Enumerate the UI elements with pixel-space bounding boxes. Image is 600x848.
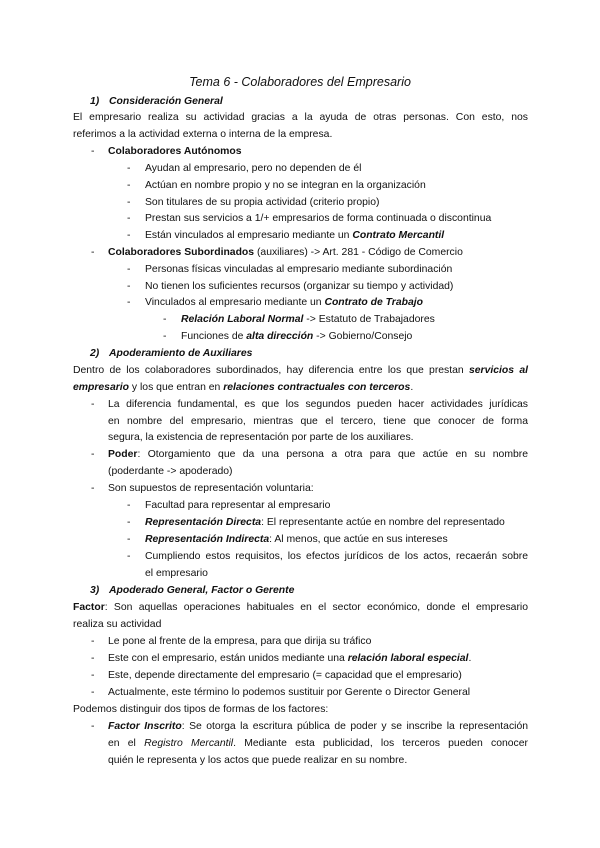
bullet-dash: -	[91, 721, 95, 732]
bullet-dash: -	[127, 264, 131, 275]
list-item-line: (poderdante -> apoderado)	[108, 466, 233, 477]
section-number: 3)	[90, 585, 100, 596]
bullet-dash: -	[91, 687, 95, 698]
paragraph-line: Factor: Son aquellas operaciones habituales en el sector económico, donde el empresario	[73, 602, 528, 613]
list-item: Actúan en nombre propio y no se integran en la organización	[145, 180, 426, 191]
section-number: 2)	[90, 348, 100, 359]
section-number: 1)	[90, 96, 100, 107]
list-item-line: Factor Inscrito: Se otorga la escritura pública de poder y se inscribe la representación	[108, 721, 529, 732]
list-item: Están vinculados al empresario mediante un Contrato Mercantil	[145, 230, 445, 241]
bullet-dash: -	[127, 163, 131, 174]
list-item-line: Poder: Otorgamiento que da una persona a otra para que actúe en su nombre	[108, 449, 528, 460]
bullet-dash: -	[91, 483, 95, 494]
nested-list-item: Funciones de alta dirección -> Gobierno/Consejo	[181, 331, 413, 342]
list-heading-autonomos: Colaboradores Autónomos	[108, 146, 242, 157]
list-item: Actualmente, este término lo podemos sustituir por Gerente o Director General	[108, 687, 471, 698]
list-item: Ayudan al empresario, pero no dependen de él	[145, 163, 362, 174]
bullet-dash: -	[127, 297, 131, 308]
list-item-line: en el Registro Mercantil. Mediante esta publicidad, los terceros pueden conocer	[108, 738, 528, 749]
list-item: Prestan sus servicios a 1/+ empresarios de forma continuada o discontinua	[145, 213, 492, 224]
list-heading: Son supuestos de representación voluntaria:	[108, 483, 314, 494]
bullet-dash: -	[127, 197, 131, 208]
nested-list-item: Relación Laboral Normal -> Estatuto de Trabajadores	[181, 314, 435, 325]
section-2-heading	[90, 347, 252, 361]
bullet-dash: -	[127, 551, 131, 562]
list-heading-subordinados: Colaboradores Subordinados (auxiliares) -> Art. 281 - Código de Comercio	[108, 247, 463, 258]
paragraph-line: empresario y los que entran en relaciones contractuales con terceros.	[73, 382, 414, 393]
list-item: Facultad para representar al empresario	[145, 500, 331, 511]
bullet-dash: -	[91, 449, 95, 460]
section-3-heading	[90, 584, 294, 598]
list-item: Personas físicas vinculadas al empresario mediante subordinación	[145, 264, 453, 275]
bullet-dash: -	[163, 314, 167, 325]
list-item-line: el empresario	[145, 568, 208, 579]
section-1-heading	[90, 95, 223, 109]
list-item-line: segura, la existencia de representación por parte de los auxiliares.	[108, 432, 414, 443]
emphasis: Contrato Mercantil	[352, 230, 445, 241]
paragraph-line: realiza su actividad	[73, 619, 162, 630]
paragraph-line: Dentro de los colaboradores subordinados, hay diferencia entre los que prestan servicios al	[73, 365, 528, 376]
bullet-dash: -	[127, 517, 131, 528]
paragraph-line: Podemos distinguir dos tipos de formas de los factores:	[73, 704, 329, 715]
list-item-line: Cumpliendo estos requisitos, los efectos jurídicos de los actos, recaerán sobre	[145, 551, 528, 562]
list-item: Este, depende directamente del empresario (= capacidad que el empresario)	[108, 670, 462, 681]
bullet-dash: -	[127, 500, 131, 511]
list-item: Representación Directa: El representante actúe en nombre del representado	[145, 517, 505, 528]
list-item-line: quién le representa y los actos que puede realizar en su nombre.	[108, 755, 408, 766]
bullet-dash: -	[91, 399, 95, 410]
bullet-dash: -	[91, 636, 95, 647]
paragraph-line: El empresario realiza su actividad gracias a la ayuda de otras personas. Con esto, nos	[73, 112, 528, 123]
list-item: No tienen los suficientes recursos (organizar su tiempo y actividad)	[145, 281, 454, 292]
bullet-dash: -	[127, 230, 131, 241]
section-title: Apoderamiento de Auxiliares	[109, 348, 253, 359]
list-item: Este con el empresario, están unidos mediante una relación laboral especial.	[108, 653, 472, 664]
section-title: Apoderado General, Factor o Gerente	[109, 585, 295, 596]
section-title: Consideración General	[109, 96, 223, 107]
bullet-dash: -	[91, 653, 95, 664]
bullet-dash: -	[127, 213, 131, 224]
list-item-line: en nombre del empresario, mientras que el tercero, tiene que conocer de forma	[108, 416, 528, 427]
bullet-dash: -	[91, 146, 95, 157]
paragraph-line: referimos a la actividad externa o interna de la empresa.	[73, 129, 333, 140]
bullet-dash: -	[127, 534, 131, 545]
bullet-dash: -	[91, 247, 95, 258]
bullet-dash: -	[163, 331, 167, 342]
bullet-dash: -	[127, 281, 131, 292]
bullet-dash: -	[127, 180, 131, 191]
list-item: Son titulares de su propia actividad (criterio propio)	[145, 197, 380, 208]
list-item: Representación Indirecta: Al menos, que actúe en sus intereses	[145, 534, 448, 545]
emphasis: Contrato de Trabajo	[324, 297, 423, 308]
page-title: Tema 6 - Colaboradores del Empresario	[189, 75, 411, 89]
bullet-dash: -	[91, 670, 95, 681]
list-item: Le pone al frente de la empresa, para que dirija su tráfico	[108, 636, 372, 647]
list-item: Vinculados al empresario mediante un Contrato de Trabajo	[145, 297, 423, 308]
list-item-line: La diferencia fundamental, es que los segundos pueden hacer actividades jurídicas	[108, 399, 528, 410]
